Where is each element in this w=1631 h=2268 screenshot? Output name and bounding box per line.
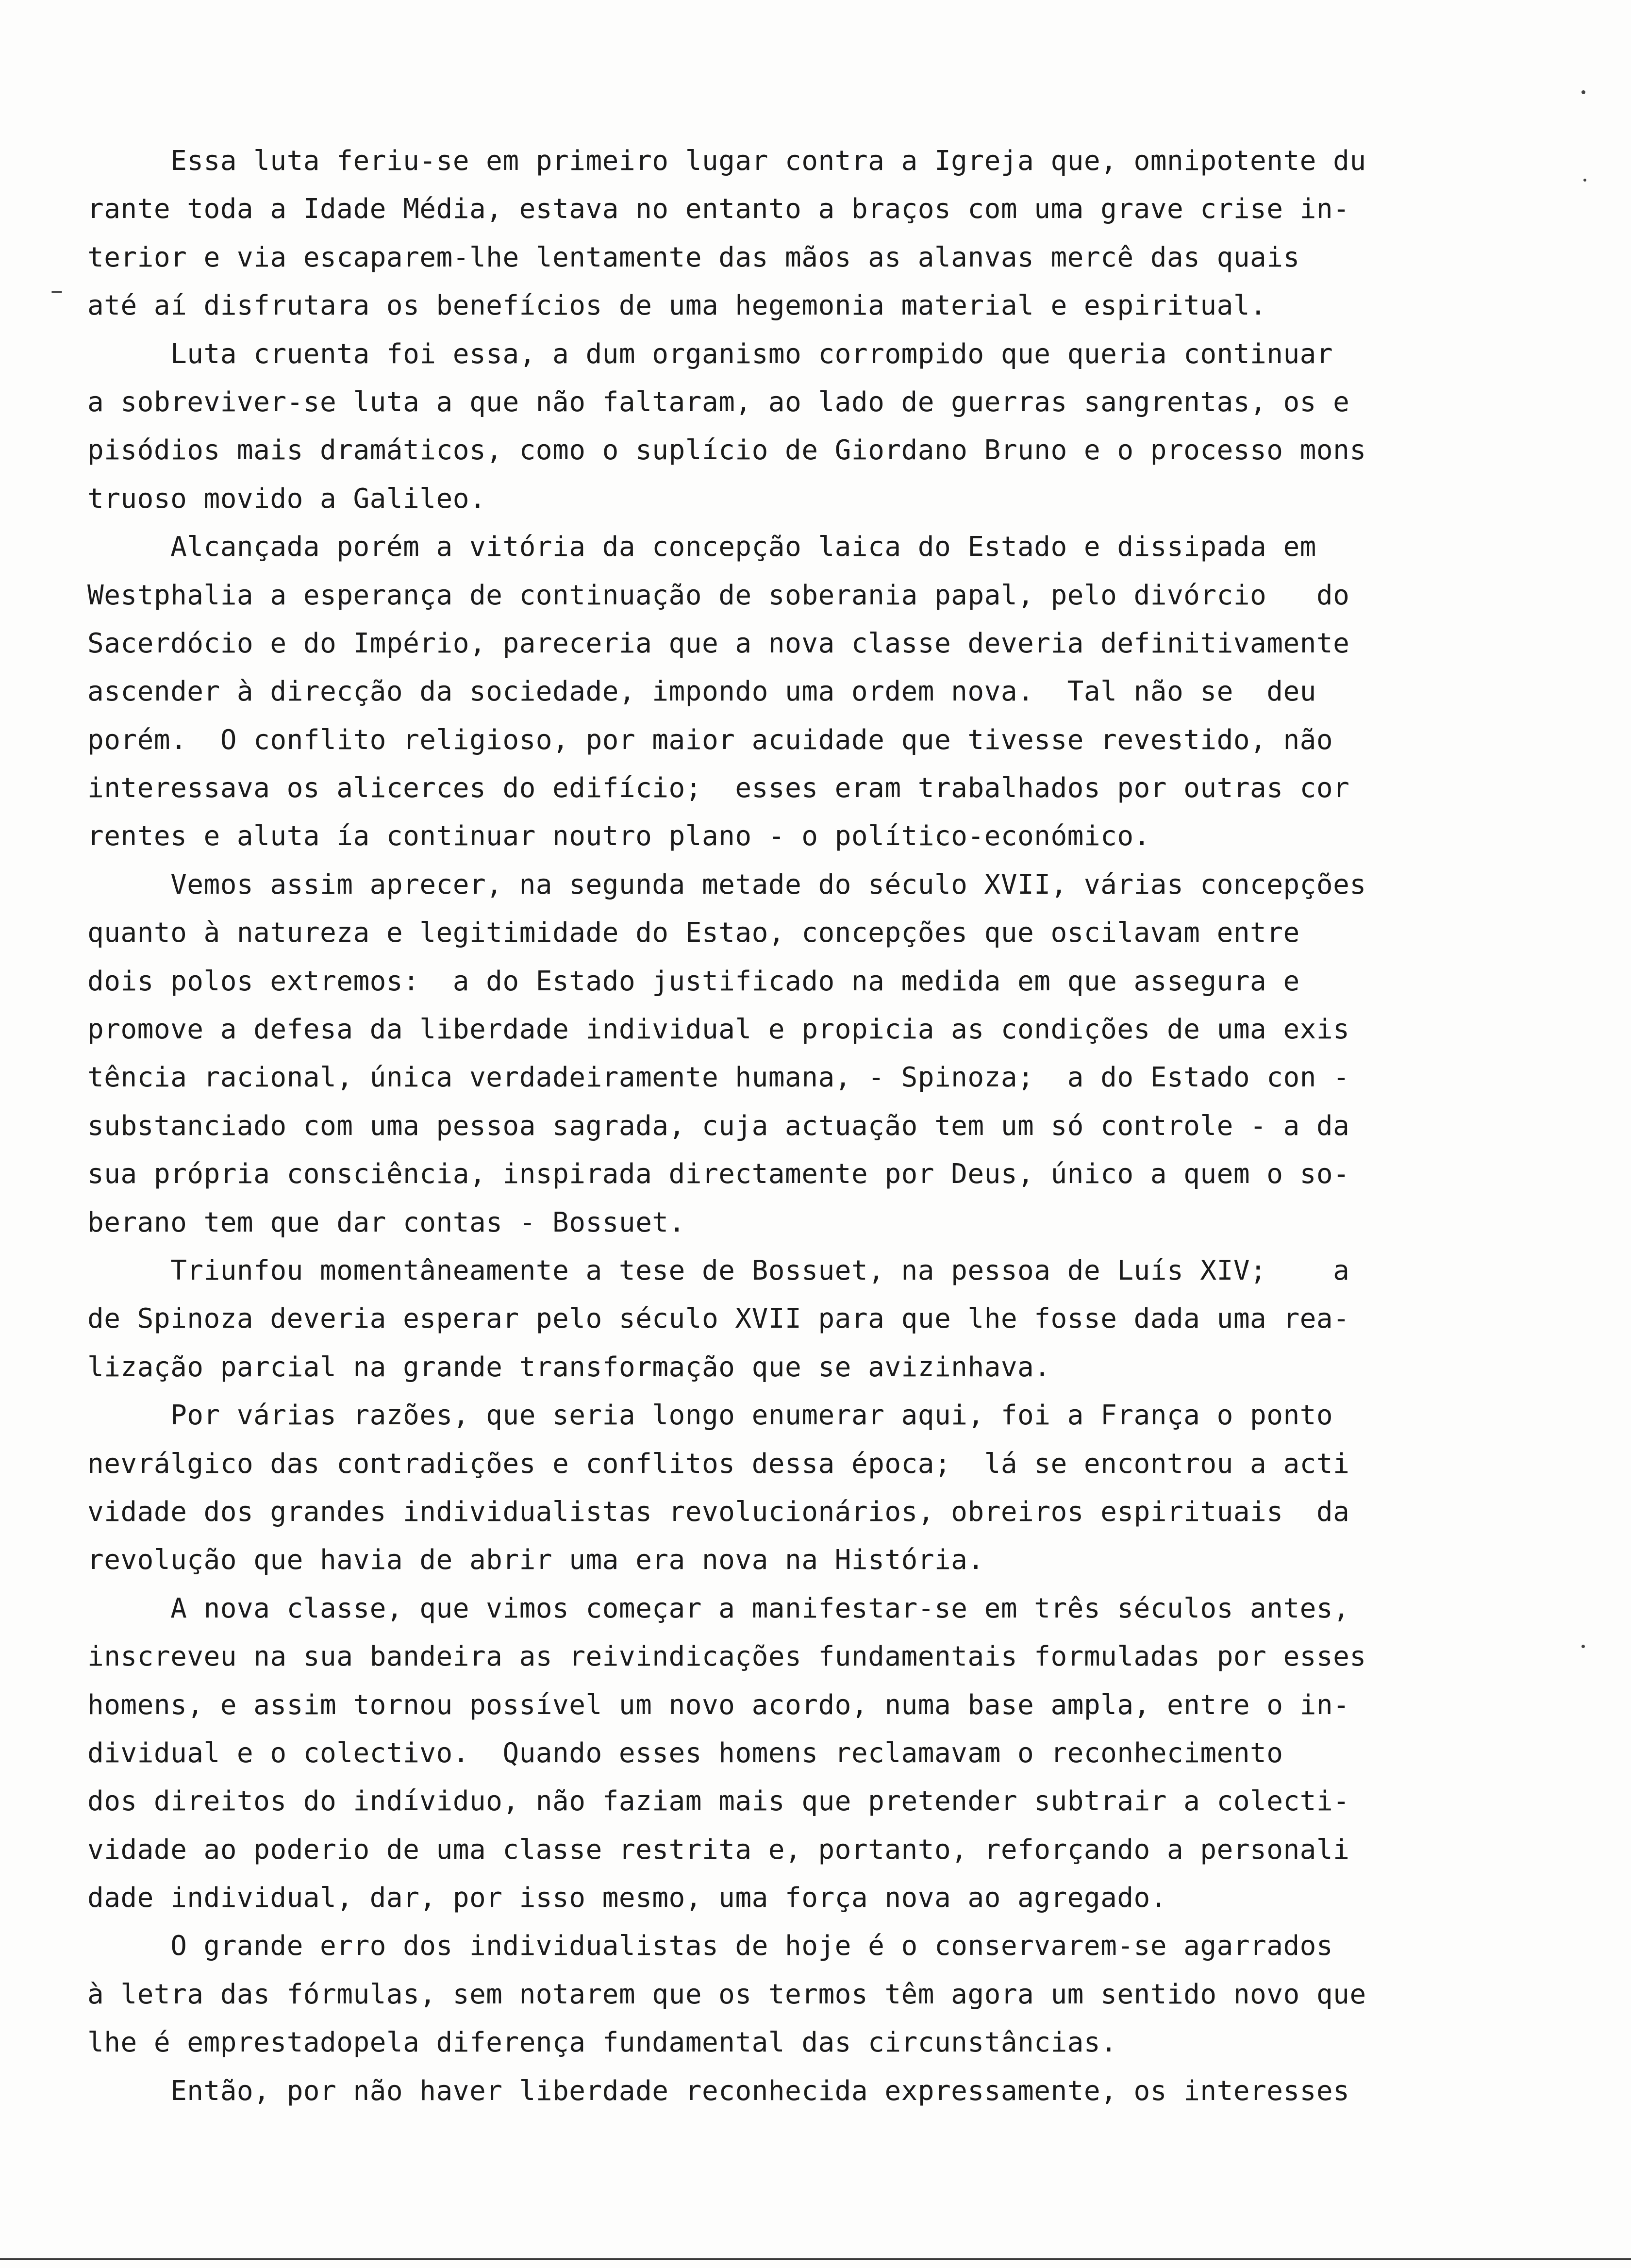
paragraph (87, 523, 1456, 861)
text-line: dade individual, dar, por isso mesmo, uma força nova ao agregado. (87, 1882, 1167, 1914)
paragraph (87, 1922, 1456, 2067)
text-line: Essa luta feriu-se em primeiro lugar contra a Igreja que, omnipotente du (87, 145, 1366, 177)
text-line: O grande erro dos individualistas de hoje é o conservarem-se agarrados (87, 1930, 1333, 1962)
text-line: substanciado com uma pessoa sagrada, cuja actuação tem um só controle - a da (87, 1110, 1350, 1142)
text-line: Westphalia a esperança de continuação de soberania papal, pelo divórcio do (87, 579, 1350, 611)
paragraph (87, 861, 1456, 1247)
text-line: à letra das fórmulas, sem notarem que os termos têm agora um sentido novo que (87, 1978, 1366, 2010)
paragraph (87, 1247, 1456, 1391)
text-line: Então, por não haver liberdade reconhecida expressamente, os interesses (87, 2075, 1350, 2107)
paragraph (87, 330, 1456, 523)
paragraph (87, 1584, 1456, 1922)
text-line: tência racional, única verdadeiramente humana, - Spinoza; a do Estado con - (87, 1062, 1350, 1094)
text-line: dividual e o colectivo. Quando esses homens reclamavam o reconhecimento (87, 1737, 1283, 1769)
text-line: lização parcial na grande transformação que se avizinhava. (87, 1351, 1051, 1383)
text-line: A nova classe, que vimos começar a manifestar-se em três séculos antes, (87, 1592, 1350, 1624)
text-line: Sacerdócio e do Império, pareceria que a nova classe deveria definitivamente (87, 627, 1350, 659)
scan-speck (1581, 90, 1585, 94)
text-line: até aí disfrutara os benefícios de uma hegemonia material e espiritual. (87, 290, 1267, 322)
text-line: nevrálgico das contradições e conflitos dessa época; lá se encontrou a acti (87, 1448, 1350, 1480)
text-line: porém. O conflito religioso, por maior acuidade que tivesse revestido, não (87, 724, 1333, 756)
text-line: Por várias razões, que seria longo enumerar aqui, foi a França o ponto (87, 1400, 1333, 1432)
text-line: a sobreviver-se luta a que não faltaram, ao lado de guerras sangrentas, os e (87, 386, 1350, 418)
text-line: Alcançada porém a vitória da concepção laica do Estado e dissipada em (87, 531, 1316, 563)
text-line: revolução que havia de abrir uma era nova na História. (87, 1544, 984, 1576)
text-line: lhe é emprestadopela diferença fundamental das circunstâncias. (87, 2027, 1117, 2059)
text-line: truoso movido a Galileo. (87, 483, 486, 515)
body-text (87, 137, 1456, 2115)
paragraph (87, 2067, 1456, 2115)
text-line: vidade ao poderio de uma classe restrita e, portanto, reforçando a personali (87, 1834, 1350, 1866)
paragraph (87, 1391, 1456, 1584)
text-line: de Spinoza deveria esperar pelo século XVII para que lhe fosse dada uma rea- (87, 1303, 1350, 1335)
text-line: Vemos assim aprecer, na segunda metade do século XVII, várias concepções (87, 868, 1366, 901)
scan-speck (1583, 179, 1586, 182)
text-line: dos direitos do indíviduo, não faziam mais que pretender subtrair a colecti- (87, 1785, 1350, 1818)
text-line: vidade dos grandes individualistas revolucionários, obreiros espirituais da (87, 1496, 1350, 1528)
text-line: pisódios mais dramáticos, como o suplício de Giordano Bruno e o processo mons (87, 434, 1366, 467)
text-line: inscreveu na sua bandeira as reivindicações fundamentais formuladas por esses (87, 1641, 1366, 1673)
text-line: sua própria consciência, inspirada directamente por Deus, único a quem o so- (87, 1158, 1350, 1190)
paragraph (87, 137, 1456, 330)
text-line: rentes e aluta ía continuar noutro plano - o político-económico. (87, 820, 1150, 852)
text-line: terior e via escaparem-lhe lentamente das mãos as alanvas mercê das quais (87, 241, 1300, 273)
text-line: interessava os alicerces do edifício; esses eram trabalhados por outras cor (87, 772, 1350, 804)
text-line: quanto à natureza e legitimidade do Estao, concepções que oscilavam entre (87, 917, 1300, 949)
text-line: Luta cruenta foi essa, a dum organismo corrompido que queria continuar (87, 338, 1333, 370)
text-line: Triunfou momentâneamente a tese de Bossuet, na pessoa de Luís XIV; a (87, 1254, 1350, 1286)
page-bottom-rule (0, 2258, 1631, 2260)
text-line: berano tem que dar contas - Bossuet. (87, 1206, 685, 1238)
text-line: promove a defesa da liberdade individual e propicia as condições de uma exis (87, 1014, 1350, 1046)
text-line: dois polos extremos: a do Estado justificado na medida em que assegura e (87, 965, 1300, 997)
scan-speck (51, 291, 62, 293)
text-line: rante toda a Idade Média, estava no entanto a braços com uma grave crise in- (87, 193, 1350, 225)
text-line: ascender à direcção da sociedade, impondo uma ordem nova. Tal não se deu (87, 676, 1316, 708)
text-line: homens, e assim tornou possível um novo acordo, numa base ampla, entre o in- (87, 1689, 1350, 1721)
scan-speck (1581, 1645, 1585, 1648)
